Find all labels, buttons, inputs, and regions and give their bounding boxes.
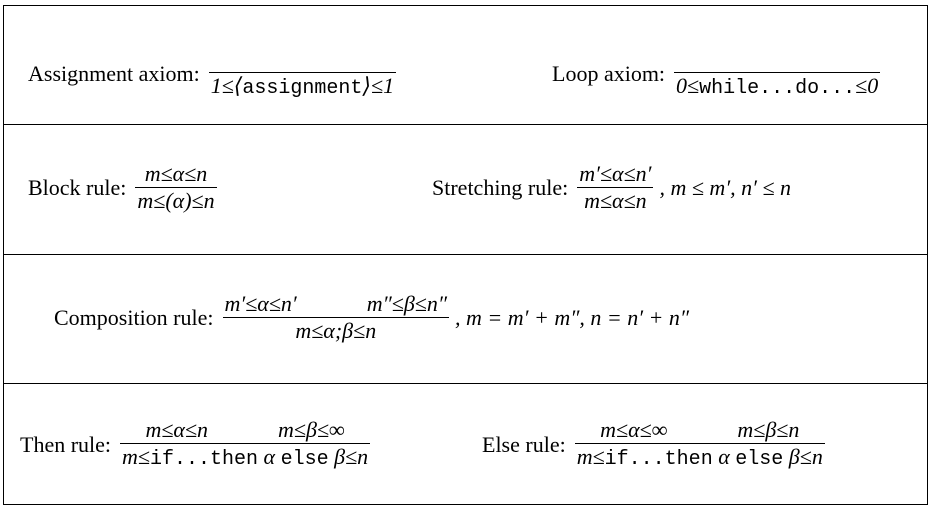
numerator: m≤α≤n xyxy=(144,161,208,186)
numerator: m≤α≤n m≤β≤∞ xyxy=(145,417,345,442)
composition-rule-fraction xyxy=(223,291,450,344)
denominator: m≤α≤n xyxy=(584,188,647,213)
stretching-rule-fraction xyxy=(577,161,653,214)
loop-axiom xyxy=(552,46,883,102)
denominator: 1≤⟨assignment⟩≤1 xyxy=(210,73,395,100)
row-block-stretching xyxy=(4,124,927,254)
row-axioms xyxy=(4,6,927,124)
denominator: m≤α;β≤n xyxy=(295,318,377,343)
then-rule-fraction xyxy=(120,417,370,473)
block-rule-label: Block rule: xyxy=(28,174,127,200)
assignment-axiom-label: Assignment axiom: xyxy=(28,61,200,86)
composition-rule-label: Composition rule: xyxy=(54,304,214,330)
denominator: 0≤while...do...≤0 xyxy=(676,73,879,100)
numerator xyxy=(772,46,782,72)
else-rule-fraction xyxy=(575,417,825,473)
stretching-rule-label: Stretching rule: xyxy=(432,174,569,200)
numerator xyxy=(298,46,308,72)
block-rule-fraction xyxy=(135,161,216,214)
then-rule-label: Then rule: xyxy=(20,432,112,457)
row-composition xyxy=(4,254,927,383)
loop-axiom-fraction xyxy=(674,46,880,102)
composition-rule xyxy=(54,291,689,344)
block-rule xyxy=(28,161,220,214)
loop-axiom-label: Loop axiom: xyxy=(552,61,666,86)
side-condition: , m = m′ + m″, n = n′ + n″ xyxy=(455,304,690,330)
numerator: m≤α≤∞ m≤β≤n xyxy=(600,417,800,442)
side-condition: , m ≤ m′, n′ ≤ n xyxy=(659,174,792,200)
row-conditionals xyxy=(4,383,927,504)
stretching-rule xyxy=(432,161,791,214)
denominator: m≤if...then α else β≤n xyxy=(576,444,823,471)
else-rule-label: Else rule: xyxy=(482,432,566,457)
numerator: m′≤α≤n′ m″≤β≤n″ xyxy=(224,291,448,316)
denominator: m≤if...then α else β≤n xyxy=(122,444,369,471)
then-rule xyxy=(20,417,373,473)
assignment-axiom-fraction xyxy=(209,46,396,102)
else-rule xyxy=(482,417,828,473)
numerator: m′≤α≤n′ xyxy=(579,161,652,186)
assignment-axiom xyxy=(28,46,399,102)
denominator: m≤(α)≤n xyxy=(137,188,215,213)
rules-table xyxy=(3,5,928,505)
